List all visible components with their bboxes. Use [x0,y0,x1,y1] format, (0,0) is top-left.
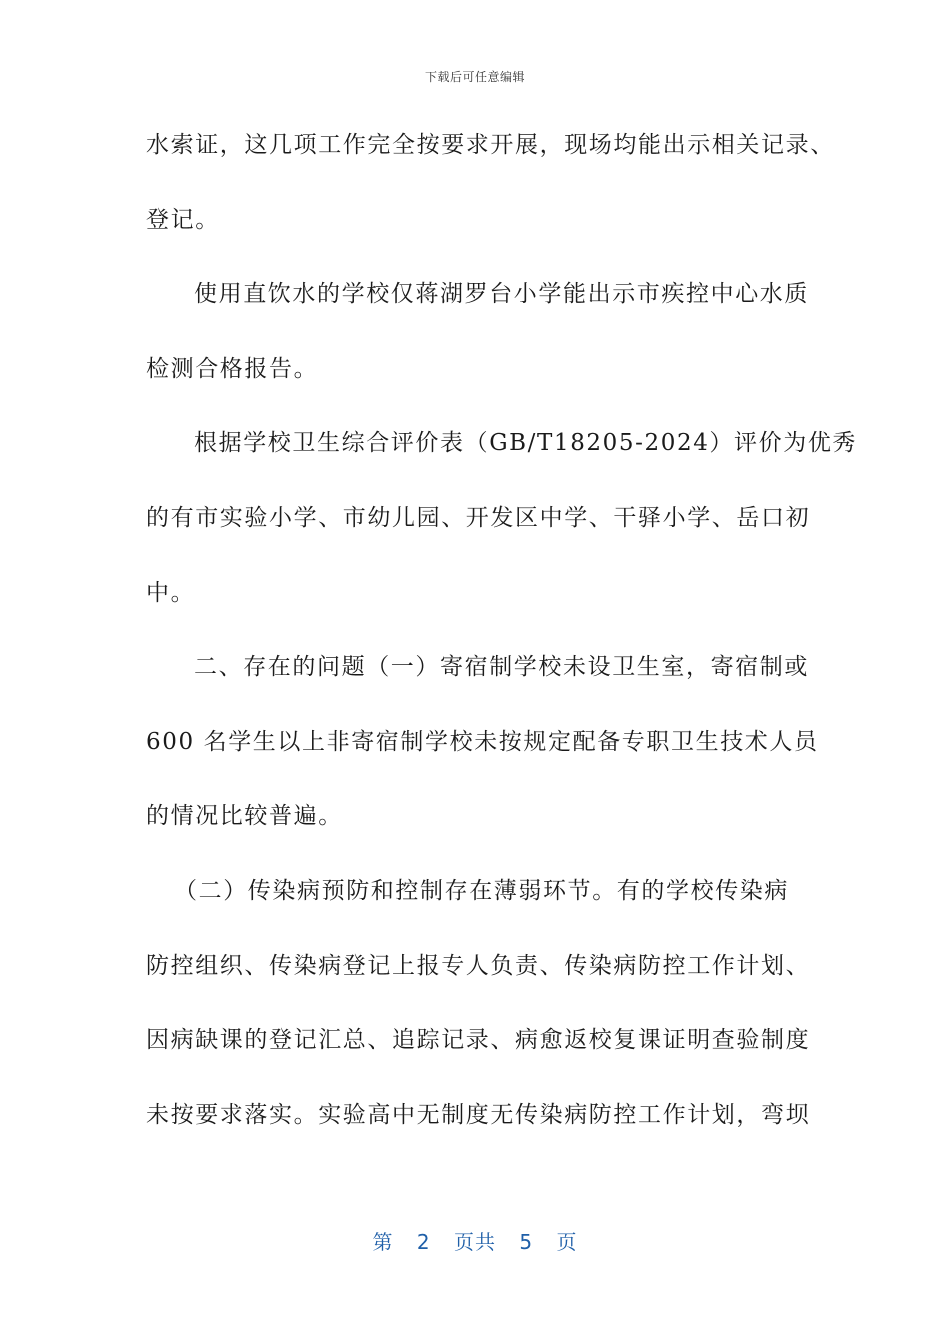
header-note: 下载后可任意编辑 [424,70,525,84]
text-line: 使用直饮水的学校仅蒋湖罗台小学能出示市疾控中心水质 [194,281,809,308]
total-pages-number: 5 [519,1230,534,1254]
text-line: 中。 [146,579,196,606]
text-line: 二、存在的问题（一）寄宿制学校未设卫生室，寄宿制或 [194,654,809,681]
text-line: 未按要求落实。实验高中无制度无传染病防控工作计划，弯坝 [146,1101,811,1128]
current-page-number: 2 [416,1230,431,1254]
text-line: 的有市实验小学、市幼儿园、开发区中学、干驿小学、岳口初 [146,504,811,531]
page-number-footer [0,1226,950,1255]
footer-middle: 页共 [454,1230,496,1254]
footer-suffix: 页 [556,1230,578,1254]
text-line: 检测合格报告。 [146,355,319,382]
text-line: （二）传染病预防和控制存在薄弱环节。有的学校传染病 [174,877,789,904]
text-line: 水索证，这几项工作完全按要求开展，现场均能出示相关记录、 [146,132,835,158]
text-line: 因病缺课的登记汇总、追踪记录、病愈返校复课证明查验制度 [146,1027,811,1054]
text-line: 根据学校卫生综合评价表（GB/T18205-2024）评价为优秀 [194,430,858,457]
text-line: 的情况比较普遍。 [146,803,343,830]
document-body [146,120,858,1164]
text-line: 防控组织、传染病登记上报专人负责、传染病防控工作计划、 [146,952,811,979]
footer-prefix: 第 [372,1230,394,1254]
text-line: 登记。 [146,206,220,233]
text-line: 600 名学生以上非寄宿制学校未按规定配备专职卫生技术人员 [146,728,819,755]
